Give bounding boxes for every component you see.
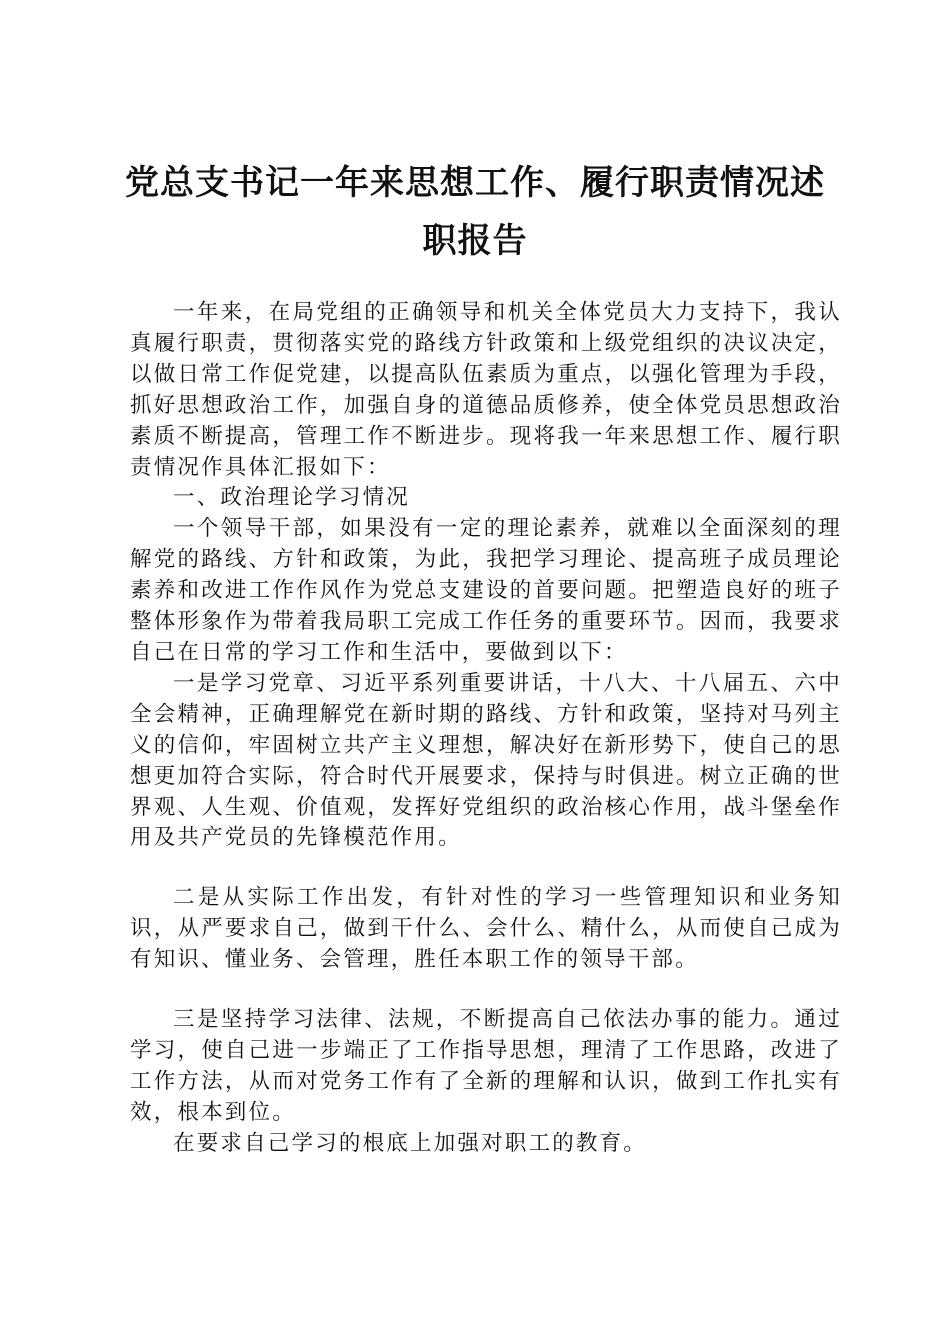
- document-title-line-2: 职报告: [422, 221, 528, 261]
- paragraph-staff-education: 在要求自己学习的根底上加强对职工的教育。: [173, 1130, 648, 1156]
- paragraph-point-three: 三是坚持学习法律、法规，不断提高自己依法办事的能力。通过学习，使自己进一步端正了工作指导思想，理清了工作思路，改进了工作方法，从而对党务工作有了全新的理解和认识，做到工作扎实有效，根本到位。: [130, 1007, 842, 1125]
- paragraph-point-one: 一是学习党章、习近平系列重要讲话，十八大、十八届五、六中全会精神，正确理解党在新时期的路线、方针和政策，坚持对马列主义的信仰，牢固树立共产主义理想，解决好在新形势下，使自己的思想更加符合实际，符合时代开展要求，保持与时俱进。树立正确的世界观、人生观、价值观，发挥好党组织的政治核心作用，战斗堡垒作用及共产党员的先锋模范作用。: [130, 670, 842, 851]
- paragraph-intro: 一年来，在局党组的正确领导和机关全体党员大力支持下，我认真履行职责，贯彻落实党的路线方针政策和上级党组织的决议决定，以做日常工作促党建，以提高队伍素质为重点，以强化管理为手段，抓好思想政治工作，加强自身的道德品质修养，使全体党员思想政治素质不断提高，管理工作不断进步。现将我一年来思想工作、履行职责情况作具体汇报如下：: [130, 300, 842, 480]
- paragraph-spacer: [130, 854, 842, 883]
- document-title-line-1: 党总支书记一年来思想工作、履行职责情况述: [125, 163, 825, 203]
- document-body: [130, 298, 842, 1160]
- paragraph-spacer: [130, 976, 842, 1005]
- section-heading-political-theory: 一、政治理论学习情况: [173, 485, 411, 511]
- paragraph-theory-study: 一个领导干部，如果没有一定的理论素养，就难以全面深刻的理解党的路线、方针和政策，为此，我把学习理论、提高班子成员理论素养和改进工作作风作为党总支建设的首要问题。把塑造良好的班子整体形象作为带着我局职工完成工作任务的重要环节。因而，我要求自己在日常的学习工作和生活中，要做到以下：: [130, 516, 842, 665]
- paragraph-point-two: 二是从实际工作出发，有针对性的学习一些管理知识和业务知识，从严要求自己，做到干什么、会什么、精什么，从而使自己成为有知识、懂业务、会管理，胜任本职工作的领导干部。: [130, 885, 842, 973]
